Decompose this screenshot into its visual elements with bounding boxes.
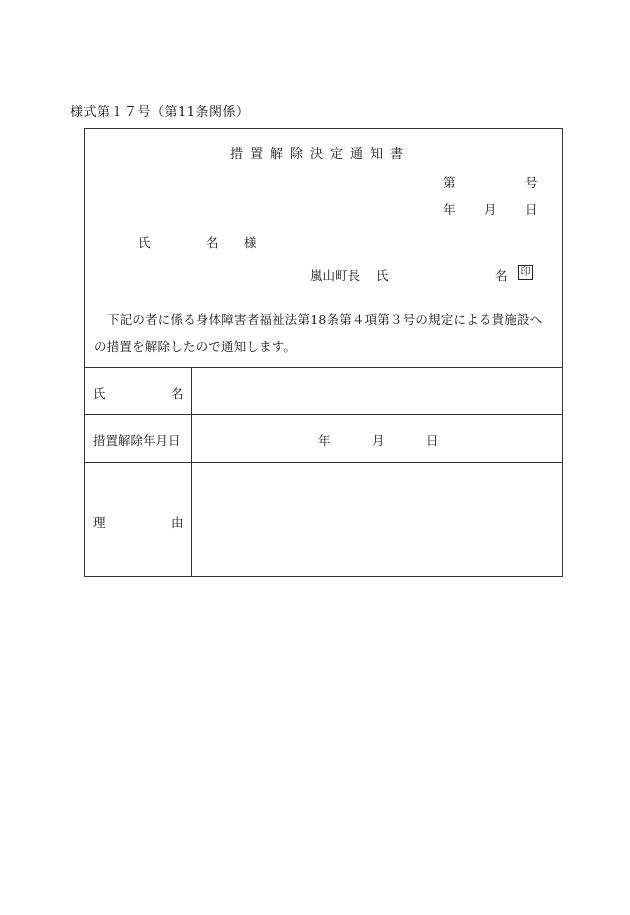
sender-title: 嵐山町長 (310, 268, 361, 283)
reason-label-ri: 理 (93, 515, 106, 530)
sender-mei: 名 (495, 268, 508, 283)
table-row-divider-1 (84, 414, 563, 415)
reason-field[interactable] (192, 463, 563, 576)
name-label-shi: 氏 (93, 386, 106, 401)
date-label: 措置解除年月日 (93, 433, 181, 448)
doc-number-prefix: 第 (443, 175, 456, 190)
name-label-mei: 名 (171, 386, 184, 401)
seal-icon: 印 (518, 265, 533, 280)
date-month-label: 月 (484, 202, 497, 217)
reason-label-yu: 由 (171, 515, 184, 530)
form-number-label: 様式第１７号（第11条関係） (70, 105, 250, 120)
date-year-label: 年 (443, 202, 456, 217)
table-date-day: 日 (426, 433, 439, 448)
table-date-month: 月 (372, 433, 385, 448)
sender-shi: 氏 (376, 268, 389, 283)
date-day-label: 日 (525, 202, 538, 217)
recipient-mei: 名 (206, 235, 219, 250)
document-title: 措置解除決定通知書 (230, 147, 411, 162)
notice-body: 下記の者に係る身体障害者福祉法第18条第４項第３号の規定による貴施設への措置を解除したので通知します。 (94, 312, 543, 354)
recipient-sama: 様 (244, 235, 257, 250)
doc-number-suffix: 号 (525, 175, 538, 190)
table-date-year: 年 (318, 433, 331, 448)
recipient-shi: 氏 (138, 235, 151, 250)
name-field[interactable] (192, 368, 563, 414)
